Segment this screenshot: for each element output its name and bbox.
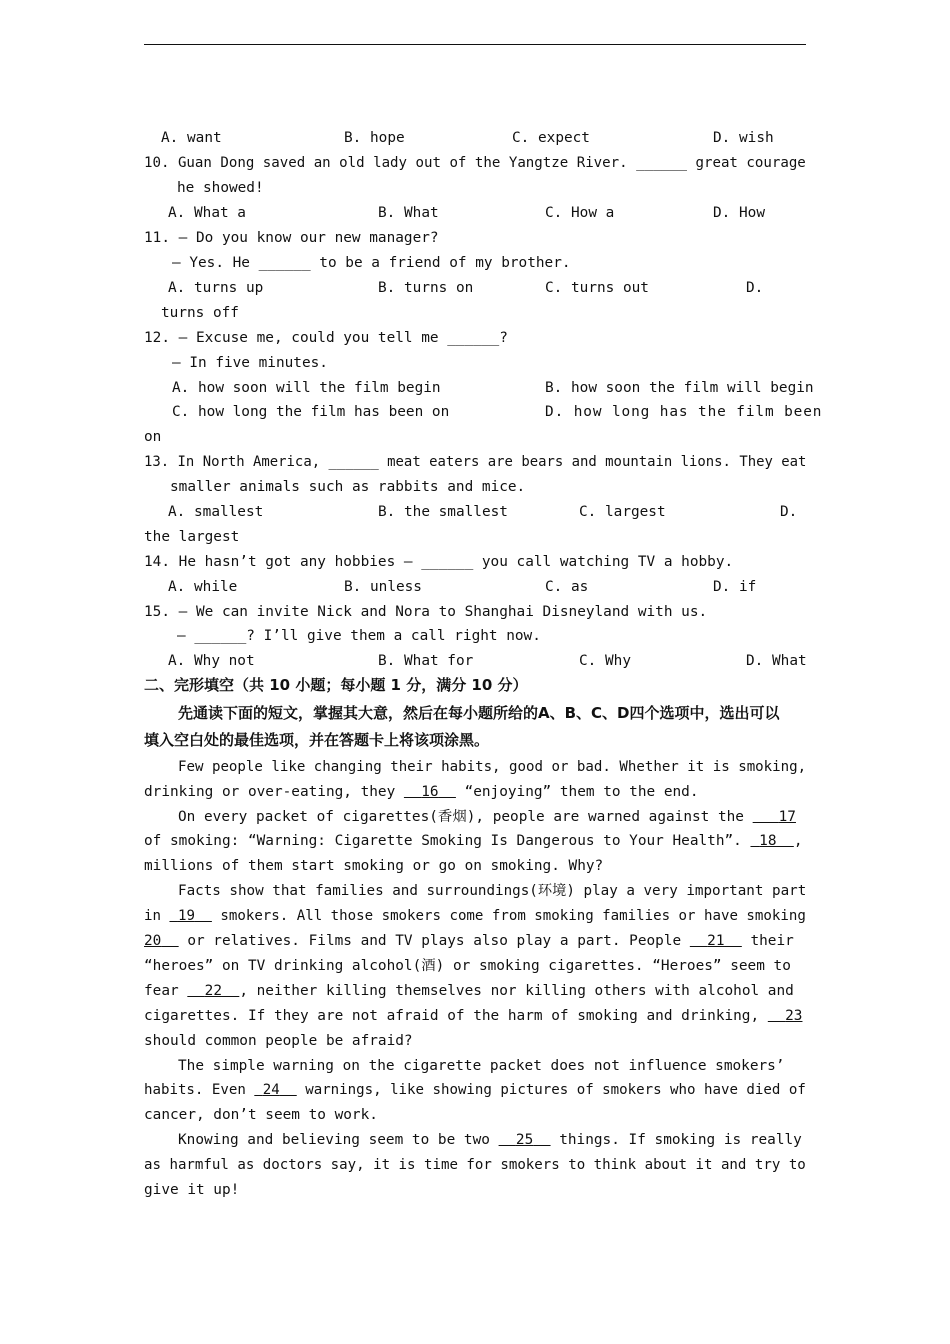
option-c: C. How a [545, 205, 615, 221]
option-c: C. how long the film has been on [172, 404, 450, 420]
option-d: D. What [746, 653, 807, 669]
question-12-stem: 12. — Excuse me, could you tell me ______? [144, 330, 508, 346]
option-a: A. Why not [168, 653, 255, 669]
paragraph-line: of smoking: “Warning: Cigarette Smoking Is Dangerous to Your Health”. 18 , [144, 833, 803, 849]
blank-25[interactable]: 25 [515, 1132, 534, 1148]
paragraph-line: millions of them start smoking or go on smoking. Why? [144, 858, 604, 874]
question-15-stem: 15. — We can invite Nick and Nora to Shanghai Disneyland with us. [144, 604, 708, 620]
option-d-wrap: the largest [144, 529, 240, 545]
option-a: A. What a [168, 205, 246, 221]
option-a: A. smallest [168, 504, 264, 520]
option-d: D. [746, 280, 764, 296]
section-heading: 二、完形填空（共 10 小题；每小题 1 分，满分 10 分） [144, 676, 528, 694]
blank-17[interactable]: 17 [778, 809, 796, 825]
blank-24[interactable]: 24 [262, 1082, 280, 1098]
question-11-stem: 11. — Do you know our new manager? [144, 230, 439, 246]
option-a: A. while [168, 579, 238, 595]
option-d: D. wish [713, 130, 774, 146]
blank-22[interactable]: 22 [204, 983, 222, 999]
question-13-stem: 13. In North America, ______ meat eaters are bears and mountain lions. They eat [144, 454, 807, 470]
option-b: B. unless [344, 579, 422, 595]
option-c: C. Why [579, 653, 631, 669]
header-rule [144, 44, 806, 45]
blank-18[interactable]: 18 [759, 833, 777, 849]
question-13-stem-cont: smaller animals such as rabbits and mice. [170, 479, 526, 495]
option-b: B. the smallest [378, 504, 508, 520]
paragraph-line: Facts show that families and surroundings(环境) play a very important part [178, 883, 807, 899]
paragraph-line: cigarettes. If they are not afraid of the harm of smoking and drinking, 23 [144, 1008, 803, 1024]
question-15-stem-cont: — ______? I’ll give them a call right now. [177, 628, 541, 644]
paragraph-line: Few people like changing their habits, good or bad. Whether it is smoking, [178, 759, 807, 775]
option-a: A. how soon will the film begin [172, 380, 441, 396]
paragraph-line: habits. Even 24 warnings, like showing pictures of smokers who have died of [144, 1082, 806, 1098]
question-14-stem: 14. He hasn’t got any hobbies — ______ you call watching TV a hobby. [144, 554, 734, 570]
option-b: B. What for [378, 653, 474, 669]
blank-21[interactable]: 21 [707, 933, 725, 949]
paragraph-line: On every packet of cigarettes(香烟), people are warned against the 17 [178, 809, 796, 825]
paragraph-line: cancer, don’t seem to work. [144, 1107, 378, 1123]
option-d: D. How [713, 205, 765, 221]
paragraph-line: Knowing and believing seem to be two 25 things. If smoking is really [178, 1132, 802, 1148]
option-c: C. turns out [545, 280, 649, 296]
section-instruction-cont: 填入空白处的最佳选项，并在答题卡上将该项涂黑。 [144, 731, 490, 749]
question-12-stem-cont: — In five minutes. [172, 355, 328, 371]
option-b: B. hope [344, 130, 405, 146]
blank-16[interactable]: 16 [421, 784, 439, 800]
option-b: B. how soon the film will begin [545, 380, 814, 396]
question-10-stem: 10. Guan Dong saved an old lady out of the Yangtze River. ______ great courage [144, 155, 806, 171]
paragraph-line: should common people be afraid? [144, 1033, 413, 1049]
paragraph-line: drinking or over-eating, they 16 “enjoying” them to the end. [144, 784, 699, 800]
option-b: B. What [378, 205, 439, 221]
option-d-wrap: turns off [161, 305, 239, 321]
option-a: A. turns up [168, 280, 264, 296]
section-instruction: 先通读下面的短文，掌握其大意，然后在每小题所给的A、B、C、D四个选项中，选出可以 [178, 704, 780, 722]
option-d: D. if [713, 579, 757, 595]
option-b: B. turns on [378, 280, 474, 296]
paragraph-line: “heroes” on TV drinking alcohol(酒) or smoking cigarettes. “Heroes” seem to [144, 958, 791, 974]
option-a: A. want [161, 130, 222, 146]
option-d-wrap: on [144, 429, 162, 445]
paragraph-line: fear 22 , neither killing themselves nor killing others with alcohol and [144, 983, 794, 999]
paragraph-line: The simple warning on the cigarette packet does not influence smokers’ [178, 1058, 785, 1074]
question-10-stem-cont: he showed! [177, 180, 264, 196]
option-d: D. how long has the film been [545, 404, 823, 420]
option-c: C. largest [579, 504, 666, 520]
paragraph-line: give it up! [144, 1182, 240, 1198]
option-d: D. [780, 504, 798, 520]
option-c: C. as [545, 579, 589, 595]
paragraph-line: in 19 smokers. All those smokers come from smoking families or have smoking [144, 908, 806, 924]
blank-23[interactable]: 23 [785, 1008, 803, 1024]
question-11-stem-cont: — Yes. He ______ to be a friend of my brother. [172, 255, 571, 271]
blank-19[interactable]: 19 [177, 908, 195, 924]
option-c: C. expect [512, 130, 590, 146]
blank-20[interactable]: 20 [144, 933, 162, 949]
paragraph-line: as harmful as doctors say, it is time for smokers to think about it and try to [144, 1157, 806, 1173]
paragraph-line: 20 or relatives. Films and TV plays also play a part. People 21 their [144, 933, 794, 949]
